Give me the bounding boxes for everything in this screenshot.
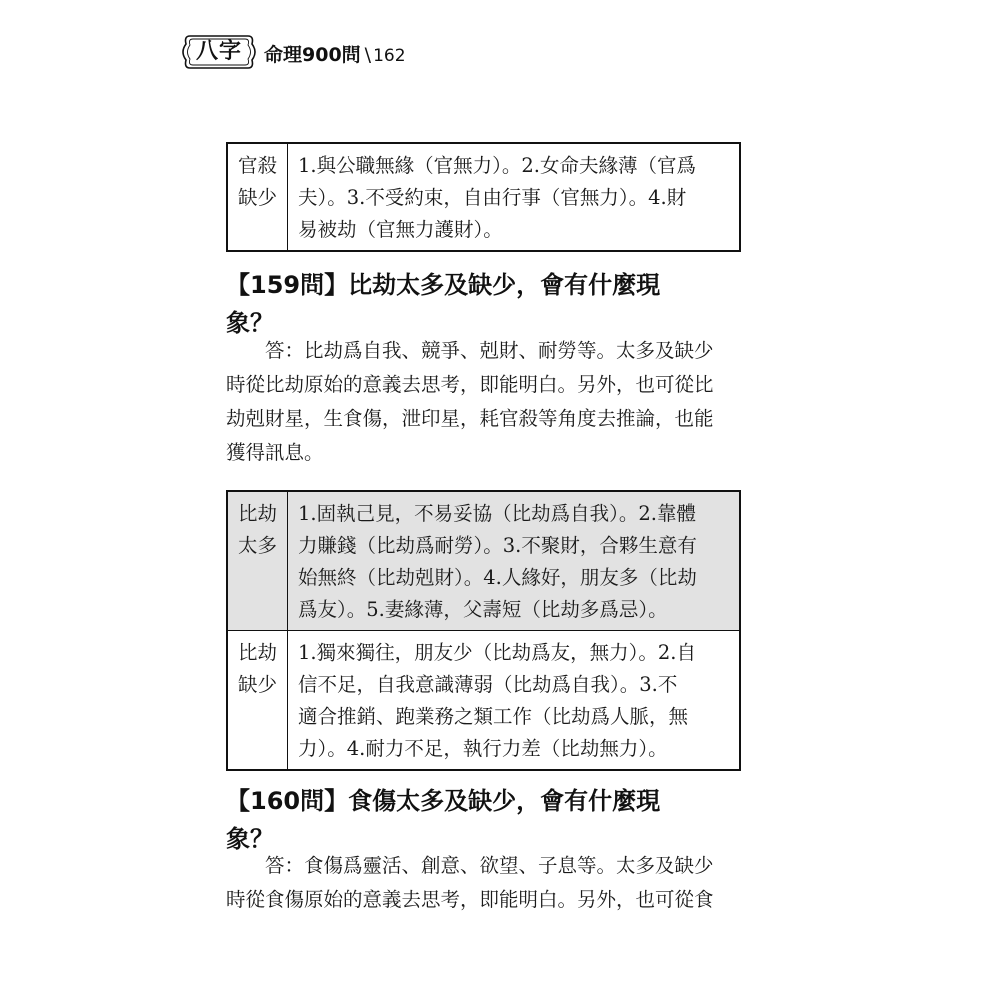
answer-line: 劫剋財星，生食傷，泄印星，耗官殺等角度去推論，也能 xyxy=(226,407,714,430)
book-title xyxy=(264,40,406,67)
label-line: 比劫 xyxy=(237,502,277,525)
content-line: 夫）。3.不受約束，自由行事（官無力）。4.財 xyxy=(298,186,687,209)
table-bijie xyxy=(226,490,741,771)
label-line: 比劫 xyxy=(237,641,277,664)
answer-line: 時從比劫原始的意義去思考，即能明白。另外，也可從比 xyxy=(226,373,714,396)
table-guansha-lacking xyxy=(226,142,741,252)
book-title-text: 命理900問 xyxy=(264,44,361,66)
content-line: 適合推銷、跑業務之類工作（比劫爲人脈，無 xyxy=(298,705,689,728)
page-separator: \ xyxy=(364,44,372,66)
answer-line: 答：食傷爲靈活、創意、欲望、子息等。太多及缺少 xyxy=(226,854,714,877)
running-header xyxy=(180,30,420,76)
content-line: 易被劫（官無力護財）。 xyxy=(298,218,503,241)
table-row-label xyxy=(228,492,288,630)
question-159-answer xyxy=(226,334,746,470)
content-line: 力賺錢（比劫爲耐勞）。3.不聚財，合夥生意有 xyxy=(298,534,697,557)
content-line: 信不足，自我意識薄弱（比劫爲自我）。3.不 xyxy=(298,673,678,696)
table-row-label xyxy=(228,630,288,769)
answer-line: 時從食傷原始的意義去思考，即能明白。另外，也可從食 xyxy=(226,888,714,911)
answer-line: 答：比劫爲自我、競爭、剋財、耐勞等。太多及缺少 xyxy=(226,339,714,362)
content-line: 1.與公職無緣（官無力）。2.女命夫緣薄（官爲 xyxy=(298,154,696,177)
content-line: 1.固執己見，不易妥協（比劫爲自我）。2.靠體 xyxy=(298,502,696,525)
table-row-content xyxy=(288,630,739,769)
question-160-heading xyxy=(226,782,746,858)
page-number: 162 xyxy=(373,46,406,66)
content-line: 始無終（比劫剋財）。4.人緣好，朋友多（比劫 xyxy=(298,566,697,589)
series-badge: 八字 xyxy=(195,39,242,64)
heading-line: 【159問】比劫太多及缺少，會有什麼現 xyxy=(226,271,661,299)
label-line: 缺少 xyxy=(237,186,277,209)
table-row-content xyxy=(288,144,739,250)
question-159-heading xyxy=(226,266,746,342)
content-line: 1.獨來獨往，朋友少（比劫爲友，無力）。2.自 xyxy=(298,641,696,664)
label-line: 官殺 xyxy=(237,154,277,177)
answer-line: 獲得訊息。 xyxy=(226,441,324,464)
table-row-label xyxy=(228,144,288,250)
heading-line: 象？ xyxy=(226,825,274,853)
table-row-content xyxy=(288,492,739,630)
heading-line: 象？ xyxy=(226,309,274,337)
content-line: 爲友）。5.妻緣薄，父壽短（比劫多爲忌）。 xyxy=(298,598,668,621)
label-line: 太多 xyxy=(237,534,277,557)
heading-line: 【160問】食傷太多及缺少，會有什麼現 xyxy=(226,787,661,815)
question-160-answer xyxy=(226,849,746,917)
content-line: 力）。4.耐力不足，執行力差（比劫無力）。 xyxy=(298,737,668,760)
label-line: 缺少 xyxy=(237,673,277,696)
